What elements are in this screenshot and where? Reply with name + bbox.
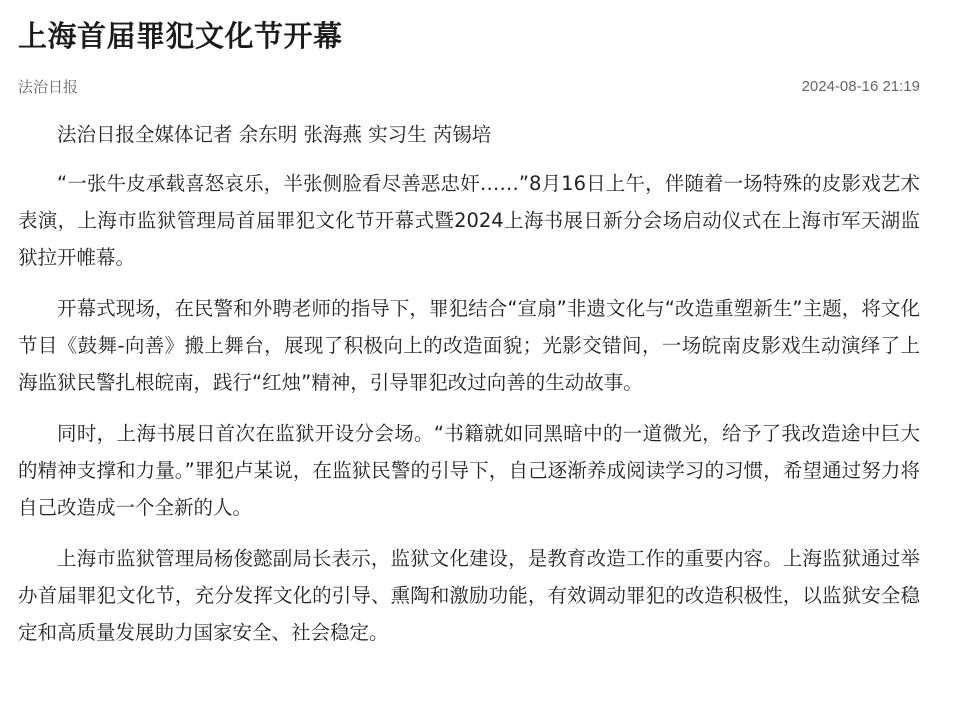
article-byline: 法治日报全媒体记者 余东明 张海燕 实习生 芮锡培 bbox=[57, 123, 492, 146]
article-paragraph: 开幕式现场，在民警和外聘老师的指导下，罪犯结合“宣扇”非遗文化与“改造重塑新生”主题，将文化节目《鼓舞-向善》搬上舞台，展现了积极向上的改造面貌；光影交错间，一场皖南皮影戏生动演绎了上海监狱民警扎根皖南，践行“红烛”精神，引导罪犯改过向善的生动故事。 bbox=[18, 297, 920, 394]
article-paragraph: 上海市监狱管理局杨俊懿副局长表示，监狱文化建设，是教育改造工作的重要内容。上海监狱通过举办首届罪犯文化节，充分发挥文化的引导、熏陶和激励功能，有效调动罪犯的改造积极性，以监狱安全稳定和高质量发展助力国家安全、社会稳定。 bbox=[18, 547, 920, 644]
article-paragraph: 同时，上海书展日首次在监狱开设分会场。“书籍就如同黑暗中的一道微光，给予了我改造途中巨大的精神支撑和力量。”罪犯卢某说，在监狱民警的引导下，自己逐渐养成阅读学习的习惯，希望通过努力将自己改造成一个全新的人。 bbox=[18, 422, 920, 519]
article-paragraph: “一张牛皮承载喜怒哀乐，半张侧脸看尽善恶忠奸……”8月16日上午，伴随着一场特殊的皮影戏艺术表演，上海市监狱管理局首届罪犯文化节开幕式暨2024上海书展日新分会场启动仪式在上海市军天湖监狱拉开帷幕。 bbox=[18, 172, 920, 269]
article-body bbox=[18, 116, 920, 651]
article-meta bbox=[18, 76, 920, 98]
article-timestamp: 2024-08-16 21:19 bbox=[801, 78, 920, 95]
article-source[interactable]: 法治日报 bbox=[18, 78, 79, 96]
article bbox=[18, 0, 920, 665]
article-title: 上海首届罪犯文化节开幕 bbox=[18, 19, 343, 53]
